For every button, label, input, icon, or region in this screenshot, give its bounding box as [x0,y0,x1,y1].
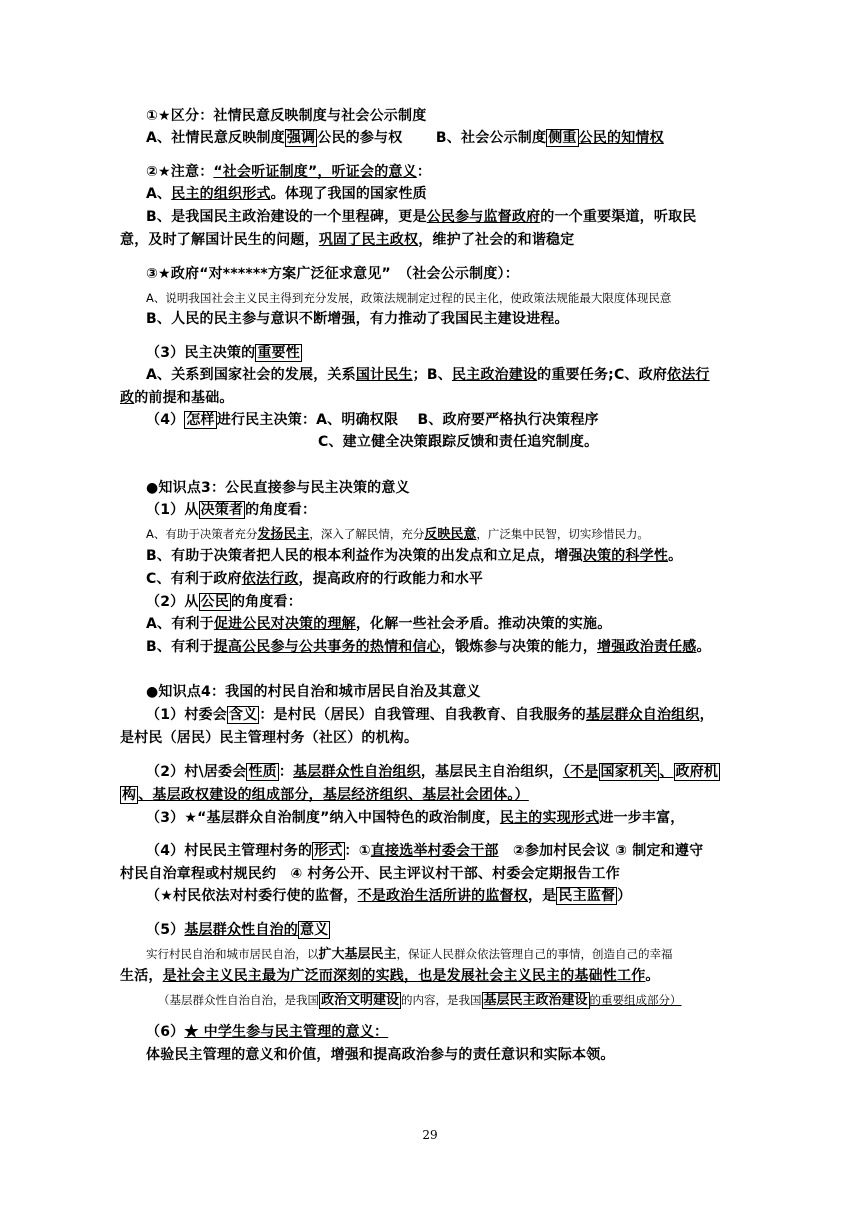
line-12 [120,388,234,408]
text-segment: （4）村民民主管理村务的 [146,843,313,859]
underlined-term: 是社会主义民主最为广泛而深刻的实践，也是发展社会主义民主的基础性工作 [162,968,646,984]
text-segment: 。体现了我国的国家性质 [270,186,427,202]
line-16 [146,500,316,520]
text-segment: A、说明我国社会主义民主得到充分发展，政策法规制定过程的民主化，使政策法规能最大限度体现民意 [146,291,672,305]
text-segment: 。 [645,968,660,984]
line-37 [146,1045,615,1065]
line-23 [146,682,481,702]
line-10 [146,343,302,363]
underlined-term: 直接选举村委会干部 [370,843,499,859]
text-segment: 的重要任务;C、政府 [537,367,668,383]
line-13 [146,410,599,430]
text-segment: ，基层民主自治组织， [420,764,563,780]
text-segment: 的角度看： [245,502,317,518]
text-segment: ②参加村民会议 ③ 制定和遵守 [498,843,704,859]
text-segment: （5） [146,922,185,938]
underlined-term: 基层群众性自治组织 [293,764,421,780]
text-segment: ，提高政府的行政能力和水平 [298,571,484,587]
boxed-term: 基层民主政治建设 [483,993,588,1008]
underlined-term: 。） [507,787,529,803]
text-segment: 的内容，是我国 [401,993,482,1007]
text-segment: A、社情民意反映制度 [146,130,285,146]
line-17 [146,524,649,545]
line-8 [146,288,671,308]
text-segment: ） [617,888,632,904]
underlined-term: 提高公民参与公共事务的热情和信心 [213,639,441,655]
underlined-term: 决策的科学性 [582,548,669,564]
text-segment: ：① [344,843,371,859]
text-segment: ①★区分：社情民意反映制度与社会公示制度 [146,108,427,124]
line-29 [146,841,703,861]
boxed-term: 政治文明建设 [321,993,400,1008]
line-18 [146,546,682,566]
line-4 [146,184,427,204]
text-segment: （2）从 [146,594,199,610]
line-26 [146,762,720,782]
line-14 [318,432,598,452]
boxed-term: 含义 [228,707,258,723]
text-segment: B、有助于决策者把人民的根本利益作为决策的出发点和立足点，增强 [146,548,583,564]
text-segment: ， [699,707,714,723]
text-segment: 实行村民自治和城市居民自治，以 [146,947,319,961]
underlined-term: 巩固了民主政权 [318,232,419,248]
text-segment: （基层群众性自治自治，是我国 [158,993,319,1007]
boxed-term: 构 [122,787,137,803]
underlined-term: 基层群众性自治的 [184,922,298,938]
boxed-term: 意义 [299,922,329,938]
text-segment: ： [416,164,432,180]
text-segment: 进一步丰富， [599,810,685,826]
text-segment: 公民的参与权 B、社会公示制度 [317,130,547,146]
line-36 [146,1022,388,1042]
text-segment: （1）从 [146,502,199,518]
text-segment: （2）村\居委会 [146,764,247,780]
line-6 [120,230,574,250]
text-segment: （3）民主决策的 [146,345,256,361]
boxed-term: 公民 [200,594,229,610]
underlined-term: 基层政权建设 [152,787,238,803]
underlined-term: 增强政治责任感 [597,639,697,655]
line-20 [146,592,302,612]
text-segment: A、关系到国家社会的发展，关系 [146,367,356,383]
underlined-term: 基层社会团体 [422,787,508,803]
underlined-term: （不是 [562,764,599,780]
page-number: 29 [422,1128,438,1142]
text-segment: （★村民依法对村委行使的监督， [146,888,358,904]
text-segment: ●知识点3：公民直接参与民主决策的意义 [146,480,410,496]
text-segment: （1）村委会 [146,707,227,723]
line-27 [120,785,529,805]
line-35 [158,990,682,1011]
underlined-term: 基层经济组织 [322,787,409,803]
text-segment: C、建立健全决策跟踪反馈和责任追究制度。 [318,434,599,450]
boxed-term: 决策者 [200,502,244,518]
line-32 [146,920,330,940]
text-segment: ；B、 [412,367,452,383]
text-segment: 进行民主决策：A、明确权限 B、政府要严格执行决策程序 [216,412,599,428]
boxed-term: 重要性 [257,345,300,361]
boxed-term: 强调 [286,130,316,146]
line-2 [146,128,664,148]
text-segment: C、有利于政府 [146,571,242,587]
boxed-term: 性质 [248,764,277,780]
text-segment: 村民自治章程或村规民约 ④ 村务公开、民主评议村干部、村委会定期报告工作 [120,866,620,882]
text-segment: ，是 [527,888,557,904]
underlined-term: 国计民生 [355,367,413,383]
text-segment: A、 [146,186,172,202]
boxed-term: 政府机 [675,764,719,780]
boxed-term: 侧重 [548,130,577,146]
text-segment: ，化解一些社会矛盾。推动决策的实施。 [355,616,612,632]
underlined-term: 反映民意 [424,527,477,542]
text-segment: ：是村民（居民）自我管理、自我教育、自我服务的 [259,707,586,723]
text-segment: 的角度看： [230,594,302,610]
text-segment: A、有助于决策者充分 [146,527,258,541]
underlined-term: 基层群众自治组织 [585,707,700,723]
text-segment: ，深入了解民情，充分 [309,527,425,541]
underlined-term: 公民的知情权 [578,130,664,146]
underlined-term: 的组成部分， [237,787,323,803]
text-segment: ③★政府“对******方案广泛征求意见” （社会公示制度）： [146,266,519,282]
line-3 [146,162,431,182]
underlined-term: ★ 中学生参与民主管理的意义： [184,1024,389,1040]
underlined-term: 民主政治建设 [451,367,538,383]
underlined-term: 、 [138,787,153,803]
text-segment: ，锻炼参与决策的能力， [440,639,598,655]
underlined-term: 、 [659,764,674,780]
underlined-term: 公民参与监督政府 [426,209,541,225]
boxed-term: 形式 [314,843,343,859]
text-segment: ②★注意： [146,164,214,180]
text-segment: （3）★“基层群众自治制度”纳入中国特色的政治制度， [146,810,500,826]
underlined-term: 民主的实现形式 [499,810,600,826]
line-34 [120,966,660,986]
text-segment: B、人民的民主参与意识不断增强，有力推动了我国民主建设进程。 [146,311,569,327]
text-segment: 是村民（居民）民主管理村务（社区）的机构。 [120,730,419,746]
line-15 [146,478,410,498]
line-9 [146,309,569,329]
text-segment: 。 [696,639,711,655]
line-25 [120,728,418,748]
line-5 [146,207,696,227]
text-segment: （4） [146,412,185,428]
text-segment: B、有利于 [146,639,214,655]
underlined-term: 不是政治生活所讲的监督权 [357,888,528,904]
underlined-term: 政 [120,390,135,406]
line-11 [146,365,710,385]
line-31 [146,886,631,906]
text-segment: 的一个重要渠道，听取民 [540,209,697,225]
line-21 [146,614,611,634]
underlined-term: 促进公民对决策的理解 [213,616,356,632]
text-segment: 体验民主管理的意义和价值，增强和提高政治参与的责任意识和实际本领。 [146,1047,615,1063]
underlined-term: 的重要组成部分） [589,993,682,1007]
text-segment: 意，及时了解国计民生的问题， [120,232,319,248]
text-segment: ●知识点4：我国的村民自治和城市居民自治及其意义 [146,684,481,700]
text-segment: B、是我国民主政治建设的一个里程碑，更是 [146,209,427,225]
boxed-term: 民主监督 [558,888,616,904]
underlined-term: 发扬民主 [257,527,310,542]
boxed-term: 国家机关 [600,764,658,780]
line-1 [146,106,426,126]
text-segment: 生活， [120,968,163,984]
text-segment: ，广泛集中民智，切实珍惜民力。 [476,527,649,541]
text-segment: A、有利于 [146,616,214,632]
line-24 [146,705,714,725]
line-33 [146,944,673,965]
line-19 [146,569,483,589]
line-7 [146,264,519,284]
boxed-term: 怎样 [186,412,215,428]
emphasized-term: 扩大基层民主 [318,947,397,962]
underlined-term: 民主的组织形式 [171,186,271,202]
text-segment: 的前提和基础。 [134,390,234,406]
text-segment: （6） [146,1024,185,1040]
text-segment: ，保证人民群众依法管理自己的事情，创造自己的幸福 [396,947,673,961]
underlined-term: “社会听证制度”，听证会的意义 [213,164,417,180]
text-segment: ： [278,764,294,780]
line-22 [146,637,711,657]
text-segment: ，维护了社会的和谐稳定 [418,232,575,248]
text-segment: 。 [668,548,683,564]
underlined-term: 依法行政 [241,571,299,587]
underlined-term: 、 [408,787,423,803]
underlined-term: 依法行 [667,367,710,383]
line-30 [120,864,620,884]
line-28 [146,808,685,828]
